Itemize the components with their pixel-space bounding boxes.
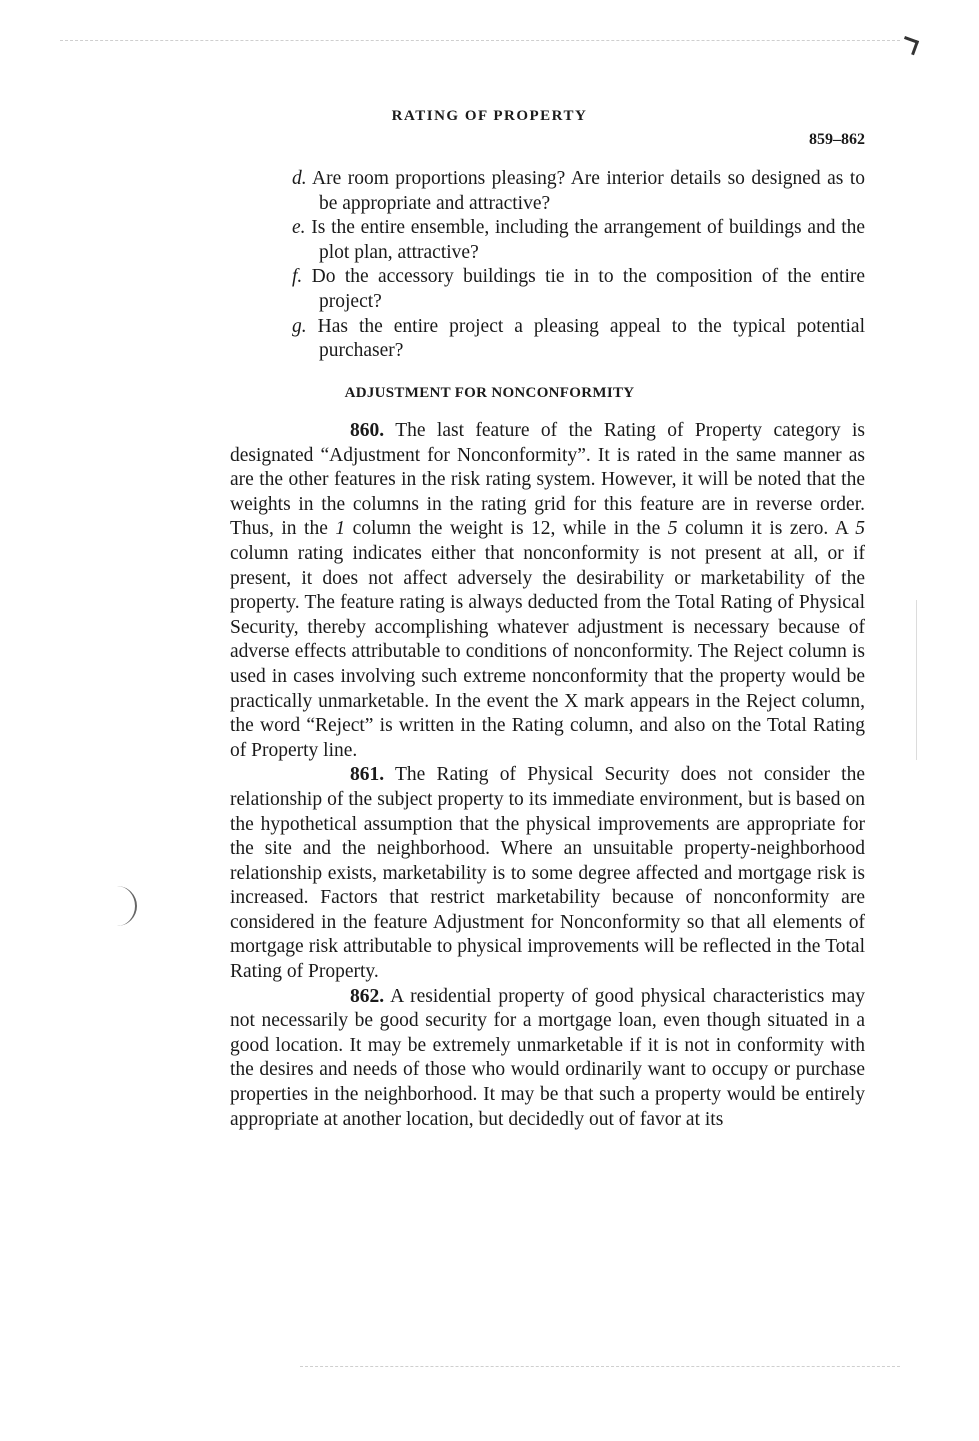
paragraph-text: The last feature of the Rating of Property category is designated “Adjustment for Nonconformity”. It is rated in the same manner as are the other features in the risk rating system. However, it will be noted that the weights in the columns in the rating grid for this feature are in reverse order. Thus, in the (230, 420, 865, 540)
question-item-f (292, 265, 865, 314)
scan-top-rule (60, 40, 900, 41)
scan-corner-mark (900, 36, 919, 55)
paragraph-861 (230, 763, 865, 984)
question-text: Do the accessory buildings tie in to the composition of the entire project? (311, 266, 866, 312)
question-letter: e. (292, 217, 306, 239)
paragraph-text: column rating indicates either that nonconformity is not present at all, or if present, it does not affect adversely the desirability or marketability of the property. The feature rating is always deducted from the Total Rating of Physical Security, thereby accomplishing whatever adjustment is necessary because of adverse effects attributable to conditions of nonconformity. The Reject column is used in cases involving such extreme nonconformity that the property would be practically unmarketable. In the event the X mark appears in the Reject column, the word “Reject” is written in the Rating column, and also on the Total Rating of Property line. (230, 542, 865, 761)
paragraph-text: column the weight is 12, while in the (345, 518, 668, 540)
paragraph-862 (230, 985, 865, 1133)
question-item-g (292, 315, 865, 364)
question-letter: f. (292, 266, 303, 288)
column-number: 5 (855, 518, 865, 540)
paragraph-text: A residential property of good physical characteristics may not necessarily be good security for a mortgage loan, even though situated in a good location. It may be extremely unmarketable if it is not in conformity with the desires and needs of those who would ordinarily want to occupy or purchase properties in the neighborhood. It may be that such a property would be entirely appropriate at another location, but decidedly out of favor at its (230, 985, 865, 1130)
question-letter: g. (292, 315, 307, 337)
question-item-e (292, 216, 865, 265)
paragraph-number: 861. (350, 764, 385, 786)
scan-bottom-rule (300, 1366, 900, 1367)
section-heading: ADJUSTMENT FOR NONCONFORMITY (344, 385, 635, 401)
paragraph-number: 862. (350, 985, 385, 1007)
column-number: 5 (667, 518, 678, 540)
question-letter: d. (292, 168, 307, 189)
paragraph-text: The Rating of Physical Security does not consider the relationship of the subject property to its immediate environment, but is based on the hypothetical assumption that the physical improvements are appropriate for the site and the neighborhood. Where an unsuitable property-neighborhood relationship exists, marketability is to some degree affected and mortgage risk is increased. Factors that restrict marketability because of nonconformity are considered in the feature Adjustment for Nonconformity so that all elements of mortgage risk attributable to physical improvements will be reflected in the Total Rating of Property. (230, 764, 865, 983)
column-number: 1 (335, 518, 346, 540)
scan-edge-line (916, 600, 917, 760)
question-text: Has the entire project a pleasing appeal to the typical potential purchaser? (317, 315, 866, 362)
question-text: Are room proportions pleasing? Are interior details so designed as to be appropriate and attractive? (312, 168, 865, 214)
question-item-d (292, 167, 865, 216)
question-list (292, 167, 865, 364)
margin-bracket-mark (115, 886, 137, 926)
body-text (230, 419, 865, 1132)
paragraph-860 (230, 419, 865, 763)
running-head: RATING OF PROPERTY (391, 108, 588, 124)
question-text: Is the entire ensemble, including the arrangement of buildings and the plot plan, attractive? (311, 217, 866, 263)
page-range: 859–862 (809, 131, 865, 148)
paragraph-text: column it is zero. A (677, 518, 856, 540)
paragraph-number: 860. (350, 420, 385, 441)
